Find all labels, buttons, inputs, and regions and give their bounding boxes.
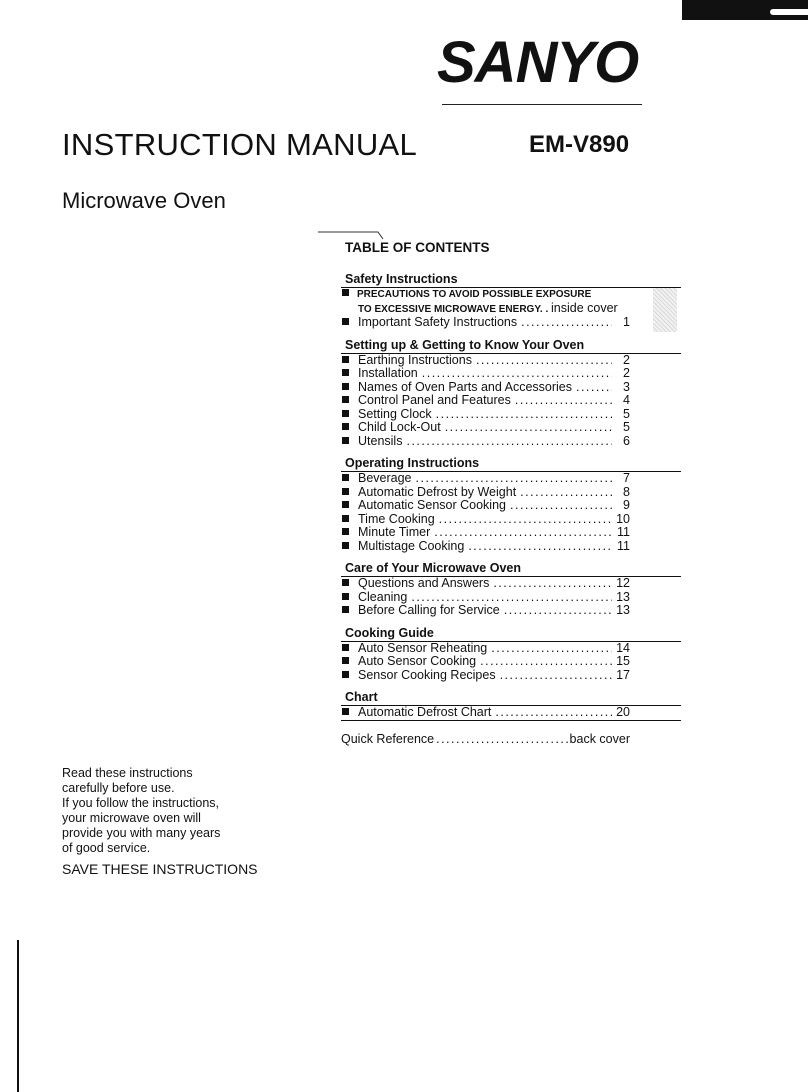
toc-entry-label: Time Cooking	[358, 511, 435, 526]
leader-dots	[439, 513, 612, 527]
toc-entry[interactable]	[341, 499, 630, 513]
toc-entry-label: Sensor Cooking Recipes	[358, 667, 496, 682]
leader-dots	[510, 499, 612, 513]
toc-section-title: Operating Instructions	[345, 456, 480, 470]
leader-dots	[576, 381, 612, 395]
toc-entry-label: Earthing Instructions	[358, 352, 472, 367]
toc-section-cooking-guide	[341, 626, 681, 683]
toc-entry[interactable]	[341, 513, 630, 527]
brand-logo: SANYO	[437, 30, 639, 95]
bullet-square-icon	[342, 383, 349, 390]
toc-section-care	[341, 561, 681, 618]
bullet-square-icon	[342, 369, 349, 376]
toc-entry[interactable]	[341, 367, 630, 381]
bullet-square-icon	[342, 579, 349, 586]
toc-entry[interactable]	[341, 526, 630, 540]
scan-artifact	[653, 288, 677, 332]
toc-section-title: Safety Instructions	[345, 272, 458, 286]
logo-underline	[442, 104, 642, 105]
toc-title: TABLE OF CONTENTS	[345, 240, 490, 255]
toc-entry-page: back cover	[569, 732, 630, 746]
toc-entry-label: Utensils	[358, 433, 403, 448]
toc-entry-page: 11	[617, 538, 630, 553]
toc-entry[interactable]	[341, 604, 630, 618]
toc-entry[interactable]	[341, 408, 630, 422]
read-instructions-notice	[62, 766, 292, 856]
leader-dots	[434, 526, 612, 540]
toc-entry-precautions[interactable]	[341, 288, 636, 316]
bullet-square-icon	[342, 708, 349, 715]
leader-dots	[520, 486, 612, 500]
toc-entry-page: 7	[623, 471, 630, 485]
toc-entry[interactable]	[341, 486, 630, 500]
product-subtitle: Microwave Oven	[62, 188, 226, 213]
notice-line: of good service.	[62, 841, 151, 855]
toc-hook-mark	[318, 230, 384, 240]
notice-line: provide you with many years	[62, 826, 221, 840]
toc-entry-label: Multistage Cooking	[358, 538, 465, 553]
table-of-contents	[341, 272, 681, 729]
toc-section-title: Setting up & Getting to Know Your Oven	[345, 337, 585, 352]
leader-dots	[422, 367, 612, 381]
bullet-square-icon	[342, 410, 349, 417]
toc-section-operating	[341, 456, 681, 553]
toc-entry-page: 3	[623, 379, 630, 394]
leader-dots	[411, 591, 612, 605]
toc-entry-page: 5	[623, 406, 630, 421]
toc-section-title: Chart	[345, 690, 378, 704]
bullet-square-icon	[342, 515, 349, 522]
toc-entry[interactable]	[341, 472, 630, 486]
toc-section-safety	[341, 272, 681, 330]
toc-entry-label: Minute Timer	[358, 525, 431, 539]
toc-entry[interactable]	[341, 706, 630, 720]
toc-entry-page: 13	[616, 589, 630, 604]
toc-entry-page: 9	[623, 498, 630, 512]
toc-entry[interactable]	[341, 354, 630, 368]
toc-entry-page: 17	[616, 667, 630, 682]
toc-entry-page: 4	[623, 393, 630, 407]
toc-entry-page: 13	[616, 603, 630, 617]
leader-dots	[468, 540, 612, 554]
toc-entry-page: 2	[623, 352, 630, 367]
toc-entry-label: Setting Clock	[358, 406, 432, 421]
notice-line: Read these instructions	[62, 766, 193, 780]
toc-section-setting-up	[341, 338, 681, 449]
bullet-square-icon	[342, 501, 349, 508]
toc-entry[interactable]	[341, 591, 630, 605]
notice-line: your microwave oven will	[62, 811, 201, 825]
leader-dots	[406, 435, 612, 449]
toc-entry-label: TO EXCESSIVE MICROWAVE ENERGY. .	[358, 303, 549, 315]
toc-section-title: Cooking Guide	[345, 625, 434, 640]
notice-line: If you follow the instructions,	[62, 796, 220, 810]
bullet-square-icon	[342, 423, 349, 430]
toc-entry-quick-reference[interactable]	[341, 732, 630, 746]
toc-entry-label: Questions and Answers	[358, 576, 490, 590]
toc-entry-page: 20	[616, 705, 630, 719]
bullet-square-icon	[342, 606, 349, 613]
toc-entry[interactable]	[341, 316, 630, 330]
leader-dots	[476, 354, 612, 368]
toc-entry-page: 10	[616, 511, 630, 526]
toc-entry-label: Installation	[358, 366, 418, 380]
toc-entry-label: Quick Reference	[341, 732, 435, 746]
bullet-square-icon	[342, 289, 349, 296]
leader-dots	[495, 706, 612, 720]
leader-dots	[480, 655, 612, 669]
toc-entry[interactable]	[341, 435, 630, 449]
toc-entry[interactable]	[341, 669, 630, 683]
toc-entry-page: 12	[616, 576, 630, 590]
toc-entry-page: 8	[623, 484, 630, 499]
bullet-square-icon	[342, 593, 349, 600]
toc-entry[interactable]	[341, 577, 630, 591]
bullet-square-icon	[342, 488, 349, 495]
bullet-square-icon	[342, 657, 349, 664]
bullet-square-icon	[342, 528, 349, 535]
toc-entry[interactable]	[341, 540, 630, 554]
toc-entry-label: PRECAUTIONS TO AVOID POSSIBLE EXPOSURE	[357, 289, 592, 300]
toc-entry[interactable]	[341, 394, 630, 408]
toc-entry[interactable]	[341, 642, 630, 656]
toc-entry-page: 14	[616, 640, 630, 655]
toc-entry-page: 2	[623, 366, 630, 380]
toc-entry-label: Automatic Sensor Cooking	[358, 498, 506, 512]
toc-entry-page: 1	[623, 315, 630, 329]
leader-dots	[436, 732, 567, 746]
bullet-square-icon	[342, 671, 349, 678]
toc-entry-label: Automatic Defrost Chart	[358, 705, 492, 719]
leader-dots	[515, 394, 612, 408]
save-instructions-heading: SAVE THESE INSTRUCTIONS	[62, 861, 258, 877]
toc-entry-label: Before Calling for Service	[358, 603, 500, 617]
toc-entry[interactable]	[341, 655, 630, 669]
toc-entry-label: Auto Sensor Cooking	[358, 654, 477, 668]
leader-dots	[436, 408, 612, 422]
toc-entry-label: Beverage	[358, 471, 412, 485]
toc-entry-label: Cleaning	[358, 589, 408, 604]
bullet-square-icon	[342, 644, 349, 651]
section-divider	[341, 720, 681, 721]
toc-entry-page: 11	[617, 525, 630, 539]
toc-entry[interactable]	[341, 421, 630, 435]
bullet-square-icon	[342, 396, 349, 403]
bullet-square-icon	[342, 437, 349, 444]
toc-entry-label: Child Lock-Out	[358, 420, 441, 434]
toc-entry-label: Control Panel and Features	[358, 393, 511, 407]
bullet-square-icon	[342, 356, 349, 363]
toc-entry-page: 6	[623, 433, 630, 448]
notice-line: carefully before use.	[62, 781, 175, 795]
toc-entry-label: Important Safety Instructions	[358, 315, 518, 329]
toc-section-chart	[341, 690, 681, 721]
toc-section-title: Care of Your Microwave Oven	[345, 561, 521, 575]
leader-dots	[504, 604, 612, 618]
corner-tab-mark	[682, 0, 808, 20]
leader-dots	[500, 669, 612, 683]
toc-entry-page: 5	[623, 420, 630, 434]
toc-entry-label: Automatic Defrost by Weight	[358, 484, 517, 499]
page-edge-line	[17, 940, 19, 1092]
bullet-square-icon	[342, 474, 349, 481]
toc-entry-label: Names of Oven Parts and Accessories	[358, 379, 572, 394]
leader-dots	[493, 577, 612, 591]
manual-title: INSTRUCTION MANUAL	[62, 127, 418, 162]
leader-dots	[416, 472, 612, 486]
toc-entry-label: Auto Sensor Reheating	[358, 640, 488, 655]
leader-dots	[521, 316, 612, 330]
toc-entry-page: inside cover	[551, 300, 618, 315]
leader-dots	[491, 642, 612, 656]
model-number: EM-V890	[529, 131, 630, 158]
leader-dots	[445, 421, 612, 435]
toc-entry-page: 15	[616, 654, 630, 668]
bullet-square-icon	[342, 542, 349, 549]
toc-entry[interactable]	[341, 381, 630, 395]
bullet-square-icon	[342, 318, 349, 325]
